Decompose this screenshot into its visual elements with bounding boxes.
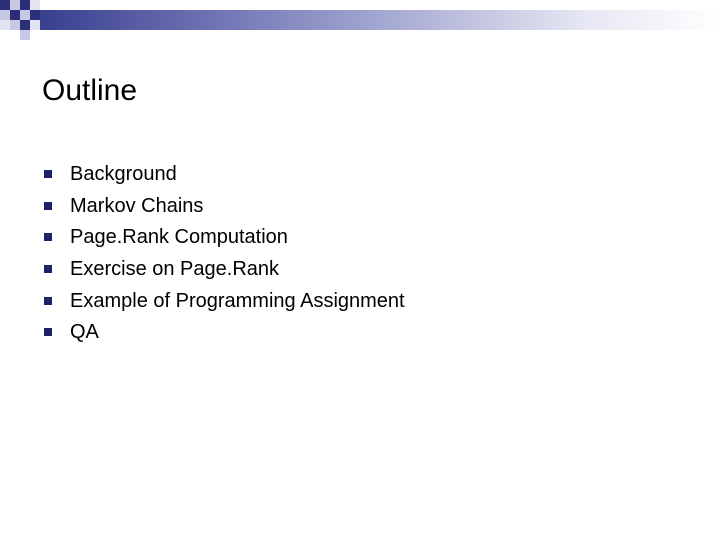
list-item	[42, 285, 405, 317]
bullet-text: Exercise on Page.Rank	[70, 257, 280, 280]
decor-square	[30, 0, 40, 10]
bullet-text: Page.Rank Computation	[70, 226, 288, 249]
bullet-text: Markov Chains	[70, 194, 204, 217]
decor-square	[10, 10, 20, 20]
square-bullet-icon	[44, 328, 52, 336]
decor-square	[30, 10, 40, 20]
decor-square	[20, 10, 30, 20]
decor-square	[0, 20, 10, 30]
decor-square	[20, 0, 30, 10]
decor-square	[20, 30, 30, 40]
square-bullet-icon	[44, 265, 52, 273]
square-bullet-icon	[44, 297, 52, 305]
list-item	[42, 190, 405, 222]
header-decoration	[0, 0, 720, 48]
square-bullet-icon	[44, 233, 52, 241]
list-item	[42, 316, 405, 348]
decor-square	[10, 0, 20, 10]
bullet-text: Background	[70, 162, 177, 185]
header-gradient-bar	[40, 10, 720, 30]
square-bullet-icon	[44, 170, 52, 178]
list-item	[42, 158, 405, 190]
square-bullet-icon	[44, 202, 52, 210]
decor-square	[10, 20, 20, 30]
decor-square	[0, 10, 10, 20]
bullet-list	[42, 158, 405, 348]
decor-square	[20, 20, 30, 30]
decor-square	[0, 0, 10, 10]
bullet-text: QA	[70, 321, 99, 344]
bullet-text: Example of Programming Assignment	[70, 289, 405, 312]
decor-square	[30, 20, 40, 30]
list-item	[42, 221, 405, 253]
slide-title: Outline	[42, 74, 138, 107]
list-item	[42, 253, 405, 285]
